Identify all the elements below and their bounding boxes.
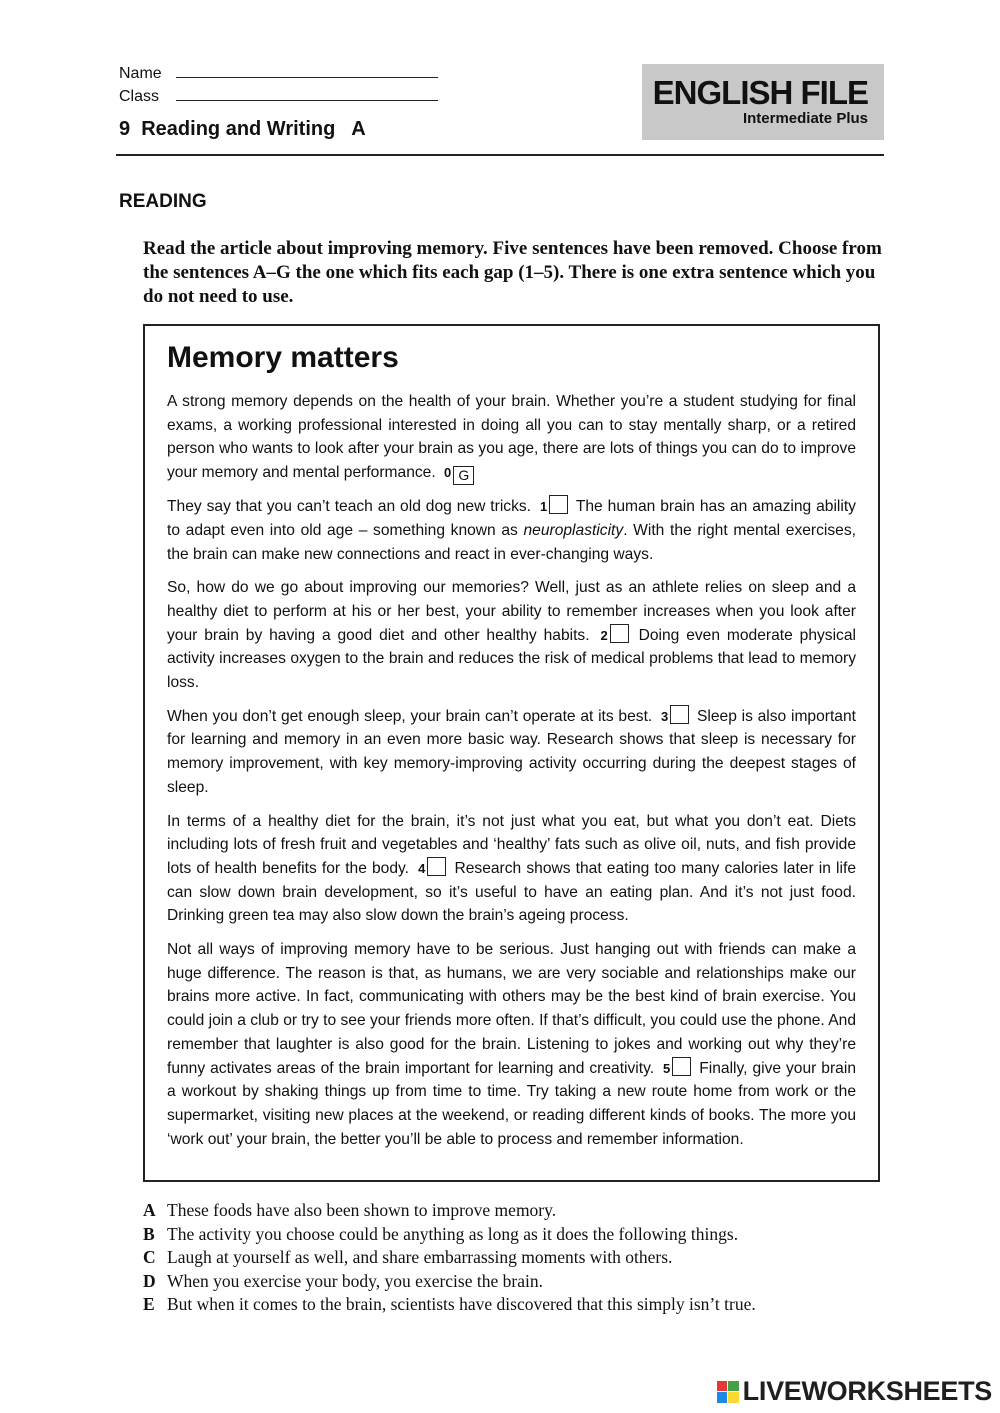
name-line bbox=[176, 63, 438, 78]
article-paragraph-3 bbox=[167, 576, 856, 695]
paragraph-text: When you don’t get enough sleep, your brain can’t operate at its best. bbox=[167, 707, 653, 725]
option-item bbox=[143, 1223, 883, 1247]
gap-number-2: 2 bbox=[600, 627, 608, 643]
gap-number-1: 1 bbox=[539, 499, 548, 515]
option-text: Laugh at yourself as well, and share embarrassing moments with others. bbox=[167, 1247, 673, 1267]
option-text: When you exercise your body, you exercise the brain. bbox=[167, 1270, 543, 1291]
article-paragraph-5 bbox=[167, 810, 856, 929]
gap-box-5[interactable] bbox=[672, 1057, 691, 1076]
logo-text: LIVEWORKSHEETS bbox=[742, 1376, 992, 1406]
brand-name: ENGLISH FILE bbox=[652, 74, 868, 111]
unit-title: 9 Reading and Writing A bbox=[119, 118, 366, 140]
instructions: Read the article about improving memory. Five sentences have been removed. Choose from the sentences A–G the one which fits each gap (1–5). There is one extra sentence which you do not need to use. bbox=[143, 238, 882, 307]
class-line bbox=[176, 86, 438, 101]
section-heading: READING bbox=[119, 191, 207, 212]
answer-options bbox=[143, 1199, 883, 1317]
option-letter: E bbox=[143, 1294, 155, 1314]
gap-box-4[interactable] bbox=[427, 857, 446, 876]
paragraph-text: So, how do we go about improving our memories? Well, just as an athlete relies on sleep and a healthy diet to perform at his or her best, your ability to remember increases when you look after your brain by having a good diet and other healthy habits. bbox=[167, 579, 856, 644]
article-paragraph-6 bbox=[167, 938, 856, 1151]
paragraph-text: The human brain has an amazing ability to adapt even into old age – something known as bbox=[167, 498, 856, 539]
gap-number-3: 3 bbox=[661, 708, 669, 724]
option-item bbox=[143, 1199, 883, 1223]
english-file-logo bbox=[642, 64, 884, 140]
gap-number-5: 5 bbox=[663, 1060, 671, 1076]
paragraph-text: Sleep is also important for learning and memory in an even more basic way. Research shows that sleep is necessary for memory improvement, with key memory-improving activity occurring during the deepest stages of sleep. bbox=[167, 707, 856, 796]
option-letter: B bbox=[143, 1223, 155, 1244]
paragraph-text: Not all ways of improving memory have to be serious. Just hanging out with friends can make a huge difference. The reason is that, as humans, we are very sociable and relationships make our brains more active. In fact, communicating with others may be the best kind of brain exercise. You could join a club or try to see your friends more often. If that’s difficult, you could use the phone. And remember that laughter is also good for the brain. Listening to jokes and working out why they’re funny activates areas of the brain important for learning and creativity. bbox=[167, 941, 856, 1077]
option-item bbox=[143, 1293, 883, 1317]
paragraph-text: . With the right mental exercises, the brain can make new connections and react in ever-changing ways. bbox=[167, 521, 856, 563]
option-text: These foods have also been shown to improve memory. bbox=[167, 1200, 557, 1220]
student-info-fields bbox=[119, 62, 438, 108]
option-letter: C bbox=[143, 1247, 156, 1267]
gap-number-4: 4 bbox=[418, 860, 426, 876]
brand-level: Intermediate Plus bbox=[742, 110, 868, 127]
name-label: Name bbox=[119, 65, 162, 82]
gap-box-1[interactable] bbox=[549, 495, 568, 514]
gap-number-0: 0 bbox=[444, 465, 452, 481]
paragraph-text: In terms of a healthy diet for the brain, it’s not just what you eat, but what you don’t eat. Diets including lots of fresh fruit and vegetables and ‘healthy’ fats such as olive oil, nuts, and fish provide lots of health benefits for the body. bbox=[167, 812, 856, 877]
paragraph-text: They say that you can’t teach an old dog new tricks. bbox=[167, 498, 532, 516]
option-letter: A bbox=[143, 1200, 156, 1220]
option-text: The activity you choose could be anything as long as it does the following things. bbox=[167, 1223, 739, 1244]
option-text: But when it comes to the brain, scientists have discovered that this simply isn’t true. bbox=[167, 1294, 756, 1314]
paragraph-text: Research shows that eating too many calories later in life can slow down brain development, so it’s useful to have an eating plan. And it’s not just food. Drinking green tea may also slow down the brain’s ageing process. bbox=[167, 859, 856, 925]
header-divider bbox=[116, 154, 884, 156]
paragraph-text: A strong memory depends on the health of your brain. Whether you’re a student studying for final exams, a working professional interested in doing all you can to stay mentally sharp, or a retired person who wants to look after your brain as you age, there are lots of things you can do to improve your memory and mental performance. bbox=[167, 393, 856, 482]
article-paragraph-4 bbox=[167, 705, 856, 800]
liveworksheets-logo-icon bbox=[717, 1381, 739, 1403]
article-paragraph-1 bbox=[167, 390, 856, 485]
paragraph-text: Finally, give your brain a workout by shaking things up from time to time. Try taking a new route home from work or the supermarket, visiting new places at the weekend, or reading different kinds of books. The more you ‘work out’ your brain, the better you’ll be able to process and remember information. bbox=[167, 1059, 856, 1148]
gap-box-0-answer: G bbox=[453, 466, 474, 485]
paragraph-text: Doing even moderate physical activity increases oxygen to the brain and reduces the risk of medical problems that lead to memory loss. bbox=[167, 626, 856, 692]
option-letter: D bbox=[143, 1270, 156, 1291]
name-field bbox=[119, 62, 438, 85]
class-field bbox=[119, 85, 438, 108]
class-label: Class bbox=[119, 88, 160, 105]
article-title: Memory matters bbox=[167, 341, 399, 374]
option-item bbox=[143, 1270, 883, 1294]
italic-term: neuroplasticity bbox=[523, 521, 624, 539]
liveworksheets-logo bbox=[717, 1376, 992, 1407]
article-paragraph-2 bbox=[167, 495, 856, 566]
option-item bbox=[143, 1246, 883, 1270]
gap-box-2[interactable] bbox=[610, 624, 629, 643]
article-box bbox=[143, 324, 880, 1182]
gap-box-3[interactable] bbox=[670, 705, 689, 724]
